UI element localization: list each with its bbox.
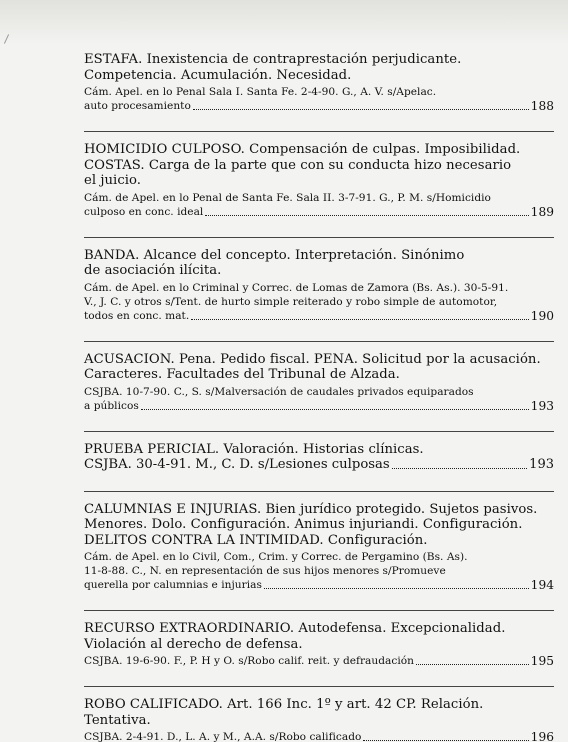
page-number: 193 xyxy=(530,398,554,413)
title-line: ROBO CALIFICADO. Art. 166 Inc. 1º y art. 42 CP. Relación. xyxy=(84,697,484,712)
entry-title xyxy=(84,442,554,458)
leader-line xyxy=(84,730,554,742)
leader-line xyxy=(84,578,554,592)
citation-line: V., J. C. y otros s/Tent. de hurto simple reiterado y robo simple de automotor, xyxy=(84,295,498,308)
entry-citation xyxy=(84,730,554,742)
dot-leader xyxy=(416,663,529,665)
separator-rule xyxy=(84,610,554,611)
citation-last-line: CSJBA. 2-4-91. D., L. A. y M., A.A. s/Robo calificado xyxy=(84,731,362,742)
entry-citation xyxy=(84,550,554,592)
index-entry xyxy=(84,442,554,483)
page-number: 188 xyxy=(530,99,554,113)
title-line: PRUEBA PERICIAL. Valoración. Historias clínicas. xyxy=(84,441,424,457)
page-number: 193 xyxy=(529,457,554,472)
index-entry xyxy=(84,52,554,123)
leader-line xyxy=(84,205,554,219)
citation-line: 11-8-88. C., N. en representación de sus hijos menores s/Promueve xyxy=(84,565,446,577)
citation-last-line: CSJBA. 19-6-90. F., P. H y O. s/Robo calif. reit. y defraudación xyxy=(84,655,414,667)
leader-line xyxy=(84,457,554,473)
index-entry xyxy=(84,248,554,333)
bleed-through-shadow xyxy=(0,0,568,44)
title-line: ACUSACION. Pena. Pedido fiscal. PENA. Solicitud por la acusación. xyxy=(84,351,541,367)
index-entry xyxy=(84,697,554,742)
entry-title xyxy=(84,248,554,279)
dot-leader xyxy=(205,214,528,216)
leader-line xyxy=(84,99,554,113)
page-number: 189 xyxy=(530,204,554,219)
citation-line: Cám. de Apel. en lo Criminal y Correc. de Lomas de Zamora (Bs. As.). 30-5-91. xyxy=(84,281,509,294)
dot-leader xyxy=(264,587,529,589)
page-number: 194 xyxy=(530,578,554,592)
citation-last-line: todos en conc. mat. xyxy=(84,309,190,322)
leader-line xyxy=(84,309,554,323)
entry-citation xyxy=(84,654,554,668)
title-line: Tentativa. xyxy=(84,712,151,728)
citation-line: Cám. de Apel. en lo Penal de Santa Fe. Sala II. 3-7-91. G., P. M. s/Homicidio xyxy=(84,191,491,204)
index-entry xyxy=(84,352,554,423)
dot-leader xyxy=(363,739,528,741)
title-line: RECURSO EXTRAORDINARIO. Autodefensa. Excepcionalidad. xyxy=(84,621,506,636)
separator-rule xyxy=(84,131,554,132)
entry-title xyxy=(84,502,554,549)
dot-leader xyxy=(141,408,529,410)
index-list xyxy=(84,52,554,742)
title-line: Caracteres. Facultades del Tribunal de Alzada. xyxy=(84,367,400,382)
entry-title xyxy=(84,352,554,383)
separator-rule xyxy=(84,341,554,342)
entry-citation xyxy=(84,281,554,323)
entry-citation xyxy=(84,85,554,113)
entry-title xyxy=(84,697,554,728)
citation-line: Cám. de Apel. en lo Civil, Com., Crim. y Correc. de Pergamino (Bs. As). xyxy=(84,551,468,563)
citation-last-line: culposo en conc. ideal xyxy=(84,205,204,218)
leader-line xyxy=(84,399,554,413)
entry-citation xyxy=(84,191,554,219)
index-entry xyxy=(84,502,554,603)
index-entry xyxy=(84,142,554,229)
citation-last-line: CSJBA. 30-4-91. M., C. D. s/Lesiones culposas xyxy=(84,457,390,472)
page-number: 196 xyxy=(530,730,554,742)
separator-rule xyxy=(84,431,554,432)
title-line: Menores. Dolo. Configuración. Animus injuriandi. Configuración. xyxy=(84,517,523,532)
separator-rule xyxy=(84,491,554,492)
separator-rule xyxy=(84,237,554,238)
title-line: Competencia. Acumulación. Necesidad. xyxy=(84,67,352,83)
dot-leader xyxy=(392,467,528,469)
separator-rule xyxy=(84,686,554,687)
title-line: BANDA. Alcance del concepto. Interpretación. Sinónimo xyxy=(84,247,465,263)
entry-title xyxy=(84,621,554,652)
leader-line xyxy=(84,654,554,668)
title-line: el juicio. xyxy=(84,173,142,188)
dot-leader xyxy=(191,318,528,320)
dot-leader xyxy=(193,108,529,110)
citation-line: Cám. Apel. en lo Penal Sala I. Santa Fe. 2-4-90. G., A. V. s/Apelac. xyxy=(84,86,437,98)
page-number: 195 xyxy=(530,654,554,668)
page-number: 190 xyxy=(530,308,554,323)
title-line: ESTAFA. Inexistencia de contraprestación perjudicante. xyxy=(84,52,462,67)
entry-citation xyxy=(84,385,554,413)
citation-last-line: querella por calumnias e injurias xyxy=(84,579,262,591)
title-line: de asociación ilícita. xyxy=(84,263,222,278)
citation-last-line: auto procesamiento xyxy=(84,100,191,112)
title-line: COSTAS. Carga de la parte que con su conducta hizo necesario xyxy=(84,157,512,173)
index-entry xyxy=(84,621,554,678)
title-line: Violación al derecho de defensa. xyxy=(84,636,303,652)
title-line: CALUMNIAS E INJURIAS. Bien jurídico protegido. Sujetos pasivos. xyxy=(84,501,538,517)
entry-title xyxy=(84,142,554,189)
citation-line: CSJBA. 10-7-90. C., S. s/Malversación de caudales privados equiparados xyxy=(84,385,474,398)
citation-last-line: a públicos xyxy=(84,399,139,412)
title-line: HOMICIDIO CULPOSO. Compensación de culpas. Imposibilidad. xyxy=(84,142,521,157)
title-line: DELITOS CONTRA LA INTIMIDAD. Configuración. xyxy=(84,532,428,548)
entry-title xyxy=(84,52,554,83)
